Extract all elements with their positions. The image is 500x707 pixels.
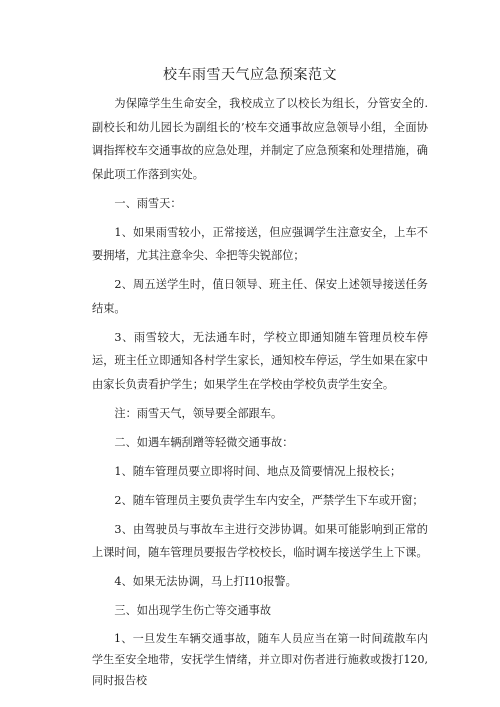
list-item: 1、如果雨雪较小，正常接送，但应强调学生注意安全，上车不要拥堵，尤其注意伞尖、伞把等尖锐部位； [92, 225, 428, 262]
list-item: 2、周五送学生时，值日领导、班主任、保安上述领导接送任务结束。 [92, 278, 428, 315]
list-item: 4、如果无法协调，马上打I10报警。 [114, 575, 297, 588]
list-item: 3、由驾驶员与事故车主进行交涉协调。如果可能影响到正常的上课时间，随车管理员要报告学校校长，临时调车接送学生上下课。 [92, 522, 428, 559]
list-item: 1、一旦发生车辆交通事故，随车人员应当在第一时间疏散车内学生至安全地带，安抚学生情绪，并立即对伤者进行施救或拨打120,同时报告校 [92, 632, 428, 687]
note-paragraph: 注：雨雪天气，领导要全部跟车。 [114, 406, 283, 420]
document-body [92, 92, 428, 691]
list-item: 2、随车管理员主要负责学生车内安全，严禁学生下车或开窗； [114, 493, 424, 507]
section-heading-2: 二、如遇车辆刮蹭等轻微交通事故： [114, 435, 294, 449]
document-title: 校车雨雪天气应急预案范文 [163, 67, 337, 83]
list-item: 1、随车管理员要立即将时间、地点及简要情况上报校长； [114, 464, 402, 478]
section-heading-3: 三、如出现学生伤亡等交通事故 [114, 604, 272, 617]
list-item: 3、雨雪较大，无法通车时，学校立即通知随车管理员校车停运，班主任立即通知各村学生家长，通知校车停运，学生如果在家中由家长负责看护学生；如果学生在学校由学校负责学生安全。 [92, 330, 428, 391]
section-heading-1: 一、雨雪天： [114, 196, 182, 210]
intro-paragraph: 为保障学生生命安全，我校成立了以校长为组长，分管安全的.副校长和幼儿园长为副组长的’校车交通事故应急领导小组，全面协调指挥校车交通事故的应急处理，并制定了应急预案和处理措施，确保此项工作落到实处。 [92, 97, 428, 181]
